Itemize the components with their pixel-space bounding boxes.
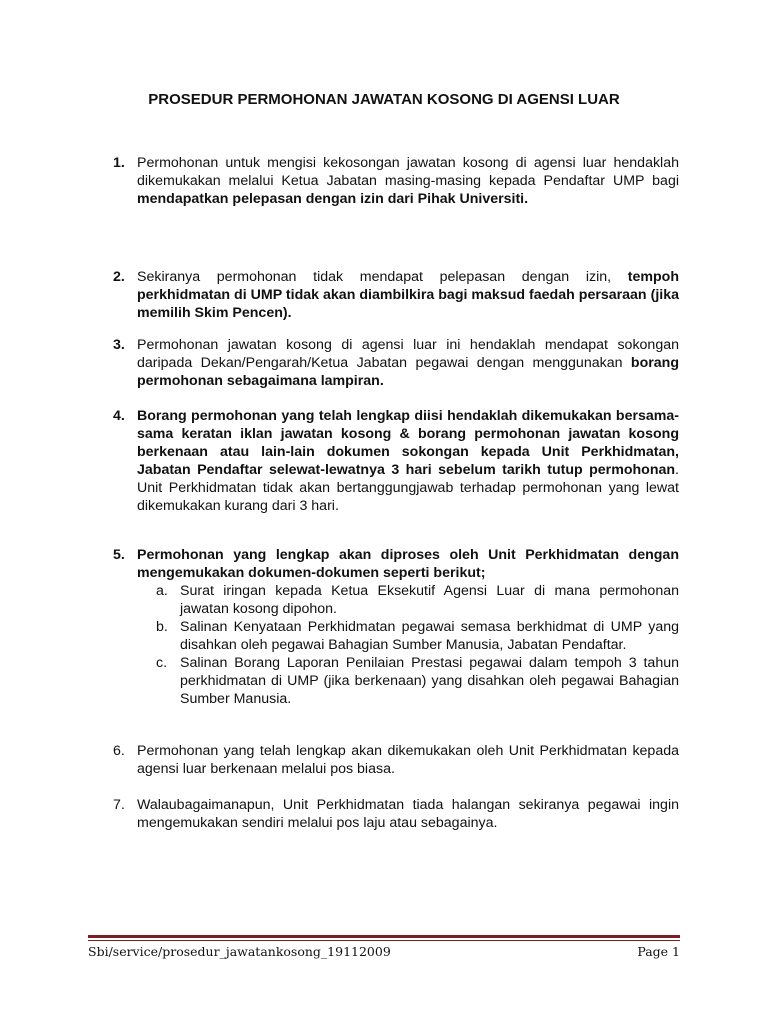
item-number: 5.: [113, 547, 125, 563]
item-number: 7.: [113, 797, 125, 813]
procedure-item-5: [113, 546, 679, 708]
item-text: Permohonan yang telah lengkap akan dikemukakan oleh Unit Perkhidmatan kepada agensi luar berkenaan melalui pos biasa.: [137, 743, 679, 777]
item-intro: Permohonan yang lengkap akan diproses oleh Unit Perkhidmatan dengan mengemukakan dokumen-dokumen seperti berikut;: [137, 547, 679, 581]
procedure-item-2: [113, 268, 679, 322]
item-number: 1.: [113, 155, 125, 171]
procedure-item-1: [113, 154, 679, 208]
sub-item-b: [156, 618, 679, 654]
sub-item-letter: c.: [156, 655, 168, 671]
procedure-item-6: [113, 742, 679, 778]
item-number: 2.: [113, 269, 125, 285]
footer-file-path: Sbi/service/prosedur_jawatankosong_19112009: [88, 944, 391, 959]
item-text: Sekiranya permohonan tidak mendapat pelepasan dengan izin, tempoh perkhidmatan di UMP tidak akan diambilkira bagi maksud faedah persaraan (jika memilih Skim Pencen).: [137, 269, 679, 321]
footer-rule: [88, 935, 680, 938]
item-number: 3.: [113, 337, 125, 353]
procedure-item-7: [113, 796, 679, 832]
sub-item-letter: a.: [156, 583, 168, 599]
item-text: Permohonan jawatan kosong di agensi luar ini hendaklah mendapat sokongan daripada Dekan/Pengarah/Ketua Jabatan pegawai dengan menggunakan borang permohonan sebagaimana lampiran.: [137, 337, 679, 389]
procedure-item-4: [113, 407, 679, 515]
sub-item-a: [156, 582, 679, 618]
item-text: Borang permohonan yang telah lengkap diisi hendaklah dikemukakan bersama-sama keratan iklan jawatan kosong & borang permohonan jawatan kosong berkenaan atau lain-lain dokumen sokongan kepada Unit Perkhidmatan, Jabatan Pendaftar selewat-lewatnya 3 hari sebelum tarikh tutup permohonan. Unit Perkhidmatan tidak akan bertanggungjawab terhadap permohonan yang lewat dikemukakan kurang dari 3 hari.: [137, 408, 679, 514]
item-text: Permohonan untuk mengisi kekosongan jawatan kosong di agensi luar hendaklah dikemukakan melalui Ketua Jabatan masing-masing kepada Pendaftar UMP bagi mendapatkan pelepasan dengan izin dari Pihak Universiti.: [137, 155, 679, 207]
sub-item-text: Surat iringan kepada Ketua Eksekutif Agensi Luar di mana permohonan jawatan kosong dipohon.: [180, 583, 679, 617]
footer-rule-thin: [88, 940, 680, 941]
document-title: PROSEDUR PERMOHONAN JAWATAN KOSONG DI AGENSI LUAR: [148, 91, 620, 108]
sub-item-letter: b.: [156, 619, 168, 635]
item-number: 4.: [113, 408, 125, 424]
sub-item-text: Salinan Borang Laporan Penilaian Prestasi pegawai dalam tempoh 3 tahun perkhidmatan di UMP (jika berkenaan) yang disahkan oleh pegawai Bahagian Sumber Manusia.: [180, 655, 679, 707]
sub-item-text: Salinan Kenyataan Perkhidmatan pegawai semasa berkhidmat di UMP yang disahkan oleh pegawai Bahagian Sumber Manusia, Jabatan Pendaftar.: [180, 619, 679, 653]
footer-page-number: Page 1: [637, 944, 680, 959]
procedure-item-3: [113, 336, 679, 390]
sub-item-c: [156, 654, 679, 708]
item-text: Walaubagaimanapun, Unit Perkhidmatan tiada halangan sekiranya pegawai ingin mengemukakan sendiri melalui pos laju atau sebagainya.: [137, 797, 679, 831]
item-text: [137, 546, 679, 708]
item-number: 6.: [113, 743, 125, 759]
sub-list: [156, 582, 679, 708]
